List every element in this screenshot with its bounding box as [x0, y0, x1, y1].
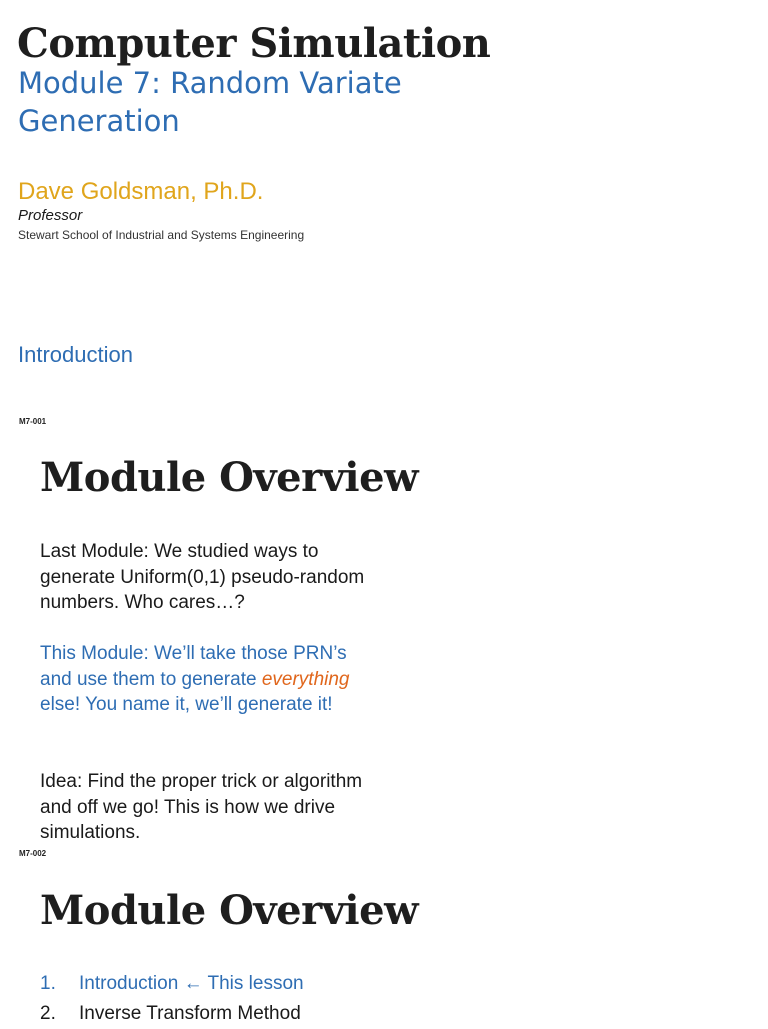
item-label: Introduction ← This lesson — [79, 973, 304, 994]
page-title: Computer Simulation — [17, 20, 491, 67]
module-outline-list — [40, 969, 440, 1029]
outline-item-current — [40, 969, 440, 999]
paragraph-text: else! You name it, we’ll generate it! — [40, 694, 333, 715]
author-name: Dave Goldsman, Ph.D. — [18, 178, 264, 205]
outline-item — [40, 999, 440, 1029]
lesson-title: Introduction — [18, 342, 133, 367]
slide-paragraph: Idea: Find the proper trick or algorithm and off we go! This is how we drive simulations. — [40, 771, 363, 843]
slide-title: Module Overview — [40, 454, 419, 501]
paragraph-text: This Module: We’ll take those PRN’s and use them to generate — [40, 643, 347, 690]
slide-id: M7-001 — [19, 417, 47, 426]
slide-title: Module Overview — [40, 887, 419, 934]
slide-paragraph: Last Module: We studied ways to generate Uniform(0,1) pseudo-random numbers. Who cares…? — [40, 541, 365, 613]
slide-paragraph-highlight — [40, 641, 380, 718]
item-label: Inverse Transform Method — [79, 1003, 301, 1024]
author-role: Professor — [18, 207, 83, 224]
emphasis-text: everything — [261, 668, 350, 690]
school-name: Stewart School of Industrial and Systems Engineering — [18, 228, 305, 242]
item-number: 2. — [40, 1003, 56, 1024]
module-subtitle: Module 7: Random Variate Generation — [18, 66, 402, 138]
item-number: 1. — [40, 973, 56, 994]
slide-id: M7-002 — [19, 849, 47, 858]
